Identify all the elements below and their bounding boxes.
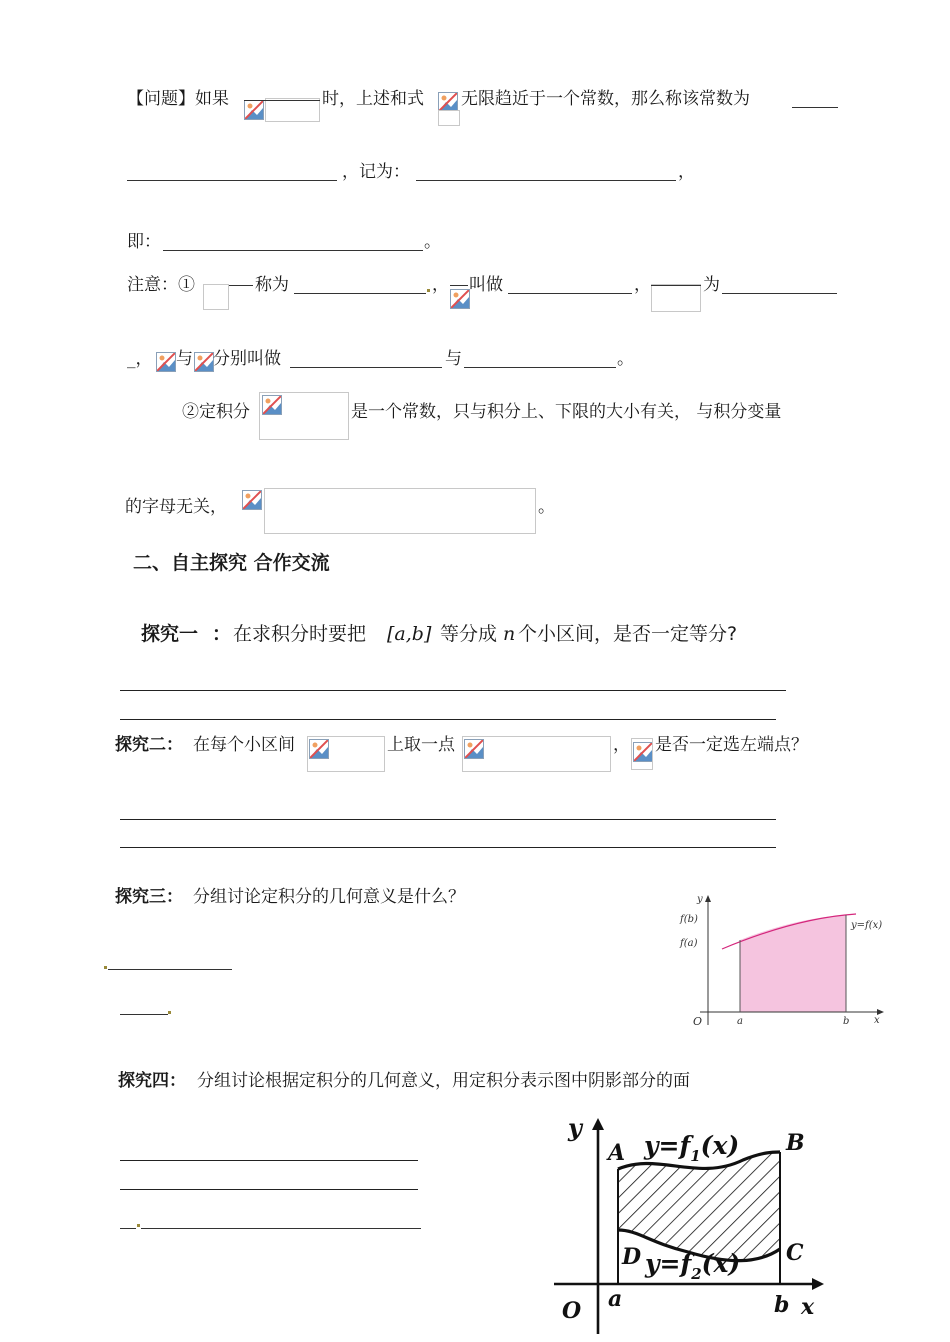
a-label: a: [737, 1016, 743, 1027]
explore1-text-b: 等分成: [440, 623, 498, 645]
problem-label: 【问题】如果: [127, 89, 229, 109]
explore3-text: 分组讨论定积分的几何意义是什么？: [193, 887, 465, 907]
blank-line: [508, 293, 632, 294]
ink-dot: [427, 289, 430, 292]
formula-box: [651, 284, 701, 312]
note-comma-2: ，: [634, 275, 651, 295]
problem-text-1: 时，上述和式: [322, 89, 424, 109]
note-wei: 为: [703, 275, 720, 295]
blank-line: [792, 107, 838, 108]
ink-dot: [104, 966, 107, 969]
explore2-text-3: ，: [613, 735, 630, 755]
blank-line: [464, 367, 616, 368]
y-axis-arrow-icon: [592, 1118, 604, 1130]
explore1-n: n: [503, 623, 516, 645]
note-item2-text: 是一个常数，只与积分上、下限的大小有关， 与积分变量: [351, 402, 782, 422]
note-fenbie: 分别叫做: [213, 349, 281, 369]
formula-box: [438, 110, 460, 126]
blank-line: [722, 293, 837, 294]
section-title: 二、自主探究 合作交流: [133, 552, 330, 574]
note-comma: ，: [432, 275, 449, 295]
blank-line: [290, 367, 442, 368]
answer-line: [120, 819, 776, 820]
integral-area-figure: [676, 890, 892, 1032]
b-label: b: [843, 1016, 850, 1027]
problem-comma: ，: [678, 162, 695, 182]
answer-line: [120, 1189, 418, 1190]
f2-label-sub: 2: [691, 1265, 702, 1283]
explore2-text-4: 是否一定选左端点？: [655, 735, 808, 755]
f1-label-arg: (x): [700, 1131, 740, 1160]
area-between-curves-figure: [548, 1112, 838, 1338]
note-item2-label: ②定积分: [182, 402, 250, 422]
formula-box: [203, 284, 229, 310]
note-item2-line2: 的字母无关，: [125, 497, 227, 517]
image-placeholder-icon: [194, 352, 214, 372]
blank-line: [450, 285, 468, 286]
note-yu: 与: [176, 349, 193, 369]
blank-line: [294, 293, 426, 294]
explore1-text-c: 个小区间，是否一定等分?: [518, 623, 738, 645]
blank-line: [120, 1228, 136, 1229]
blank-line: [127, 180, 337, 181]
f1-label-sub: 1: [690, 1147, 701, 1165]
formula-box: [259, 392, 349, 440]
image-placeholder-icon: [244, 100, 264, 120]
explore2-text-1: 在每个小区间: [193, 735, 295, 755]
point-C-label: C: [786, 1240, 804, 1266]
image-placeholder-icon: [242, 490, 262, 510]
problem-ji: 即：: [127, 232, 161, 252]
point-D-label: D: [622, 1244, 642, 1270]
shaded-area: [740, 915, 846, 1012]
f1-label-main: y=f: [644, 1131, 691, 1160]
explore2-text-2: 上取一点: [387, 735, 455, 755]
note-end: 。: [617, 349, 634, 369]
note-line2-start: _，: [127, 349, 153, 369]
blank-line: [229, 285, 253, 286]
ink-dot: [168, 1011, 171, 1014]
note-item2-end: 。: [538, 497, 555, 517]
blank-line: [244, 100, 320, 101]
blank-line: [120, 1014, 168, 1015]
y-axis-label: y: [697, 894, 703, 905]
origin-label: O: [562, 1298, 582, 1324]
answer-line: [120, 1160, 418, 1161]
fb-label: f(b): [680, 914, 698, 925]
answer-line: [120, 690, 786, 691]
y-axis-arrow-icon: [705, 895, 711, 902]
f1-label: [643, 1131, 739, 1165]
a-label: a: [608, 1286, 623, 1312]
explore1-text-a: 在求积分时要把: [233, 623, 367, 645]
formula-box: [264, 488, 536, 534]
answer-line: [120, 847, 776, 848]
blank-line: [651, 285, 701, 286]
explore4-text: 分组讨论根据定积分的几何意义，用定积分表示图中阴影部分的面: [197, 1071, 690, 1091]
explore2-label: 探究二：: [115, 735, 183, 755]
f2-label-arg: (x): [701, 1249, 741, 1278]
answer-line: [120, 719, 776, 720]
formula-box: [307, 736, 385, 772]
explore4-label: 探究四：: [118, 1071, 186, 1091]
blank-line: [163, 250, 423, 251]
x-axis-arrow-icon: [812, 1278, 824, 1290]
note-yu-2: 与: [445, 349, 462, 369]
image-placeholder-icon: [156, 352, 176, 372]
f2-label-main: y=f: [645, 1249, 692, 1278]
formula-box: [462, 736, 611, 772]
note-label: 注意：①: [127, 275, 195, 295]
curve-label: y=f(x): [851, 920, 883, 931]
blank-line: [416, 180, 676, 181]
image-placeholder-icon: [450, 289, 470, 309]
note-jiaozuo: 叫做: [469, 275, 503, 295]
b-label: b: [774, 1292, 790, 1318]
ink-dot: [137, 1224, 140, 1227]
note-chengwei: 称为: [255, 275, 289, 295]
problem-text-2: 无限趋近于一个常数，那么称该常数为: [461, 89, 750, 109]
formula-box: [265, 98, 320, 122]
explore1-label: 探究一: [141, 623, 199, 645]
x-axis-label: x: [874, 1015, 880, 1026]
problem-jiwei: ，记为：: [342, 162, 410, 182]
explore1-colon: ：: [212, 623, 232, 645]
blank-line: [141, 1228, 421, 1229]
fa-label: f(a): [680, 938, 698, 949]
image-placeholder-icon: [438, 92, 458, 112]
formula-box: [631, 738, 653, 770]
explore1-interval: [a,b]: [387, 623, 432, 645]
problem-end: 。: [424, 232, 441, 252]
blank-line: [108, 969, 232, 970]
y-axis-label: y: [568, 1113, 582, 1142]
origin-label: O: [693, 1015, 703, 1028]
point-A-label: A: [608, 1140, 626, 1166]
point-B-label: B: [786, 1130, 805, 1156]
x-axis-label: x: [801, 1294, 815, 1320]
explore3-label: 探究三：: [115, 887, 183, 907]
